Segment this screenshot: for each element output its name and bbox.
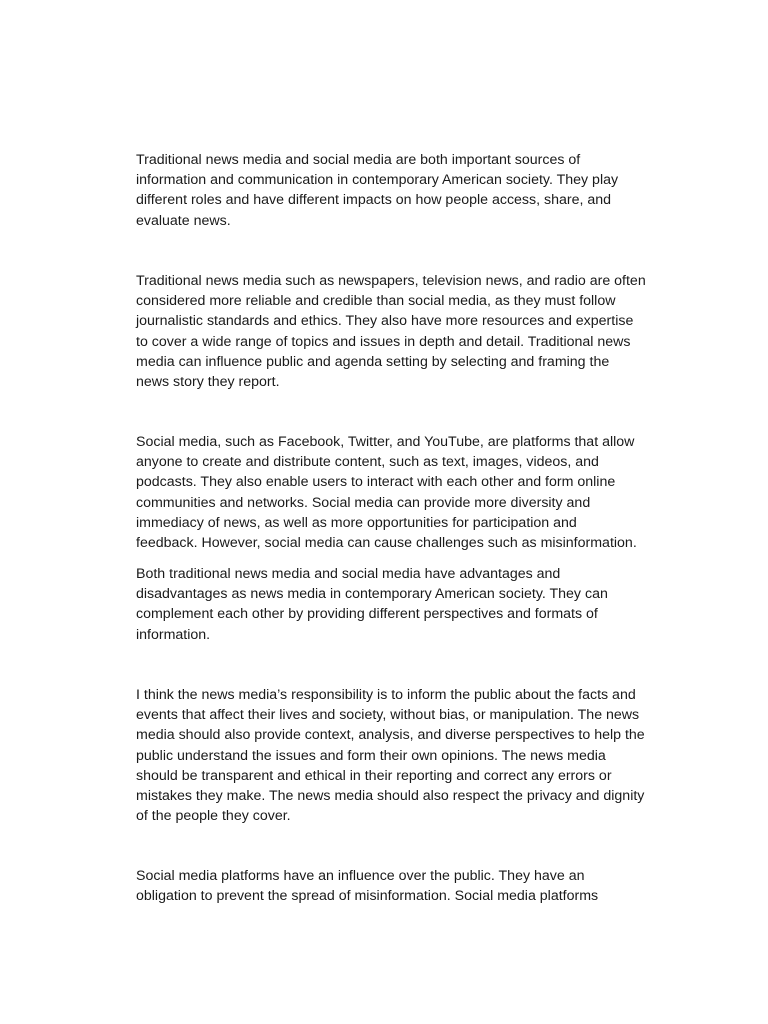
paragraph-platform-obligation: Social media platforms have an influence over the public. They have an obligation to prevent the spread of misinformation. Social media platforms bbox=[136, 868, 599, 905]
paragraph-traditional-media: Traditional news media such as newspapers, television news, and radio are often considered more reliable and credible than social media, as they must follow journalistic standards and ethics. They also have more resources and expertise to cover a wide range of topics and issues in depth and detail. Traditional news media can influence public and agenda setting by selecting and framing the news story they report. bbox=[136, 273, 646, 391]
paragraph-news-responsibility: I think the news media’s responsibility is to inform the public about the facts and events that affect their lives and society, without bias, or manipulation. The news media should also provide context, analysis, and diverse perspectives to help the public understand the issues and form their own opinions. The news media should be transparent and ethical in their reporting and correct any errors or mistakes they make. The news media should also respect the privacy and dignity of the people they cover. bbox=[136, 687, 645, 825]
paragraph-intro: Traditional news media and social media are both important sources of information and communication in contemporary American society. They play different roles and have different impacts on how people access, share, and evaluate news. bbox=[136, 152, 619, 229]
paragraph-social-media: Social media, such as Facebook, Twitter, and YouTube, are platforms that allow anyone to create and distribute content, such as text, images, videos, and podcasts. They also enable users to interact with each other and form online communities and networks. Social media can provide more diversity and immediacy of news, as well as more opportunities for participation and feedback. However, social media can cause challenges such as misinformation. bbox=[136, 434, 637, 552]
paragraph-comparison: Both traditional news media and social media have advantages and disadvantages as news media in contemporary American society. They can complement each other by providing different perspectives and formats of information. bbox=[136, 566, 608, 643]
